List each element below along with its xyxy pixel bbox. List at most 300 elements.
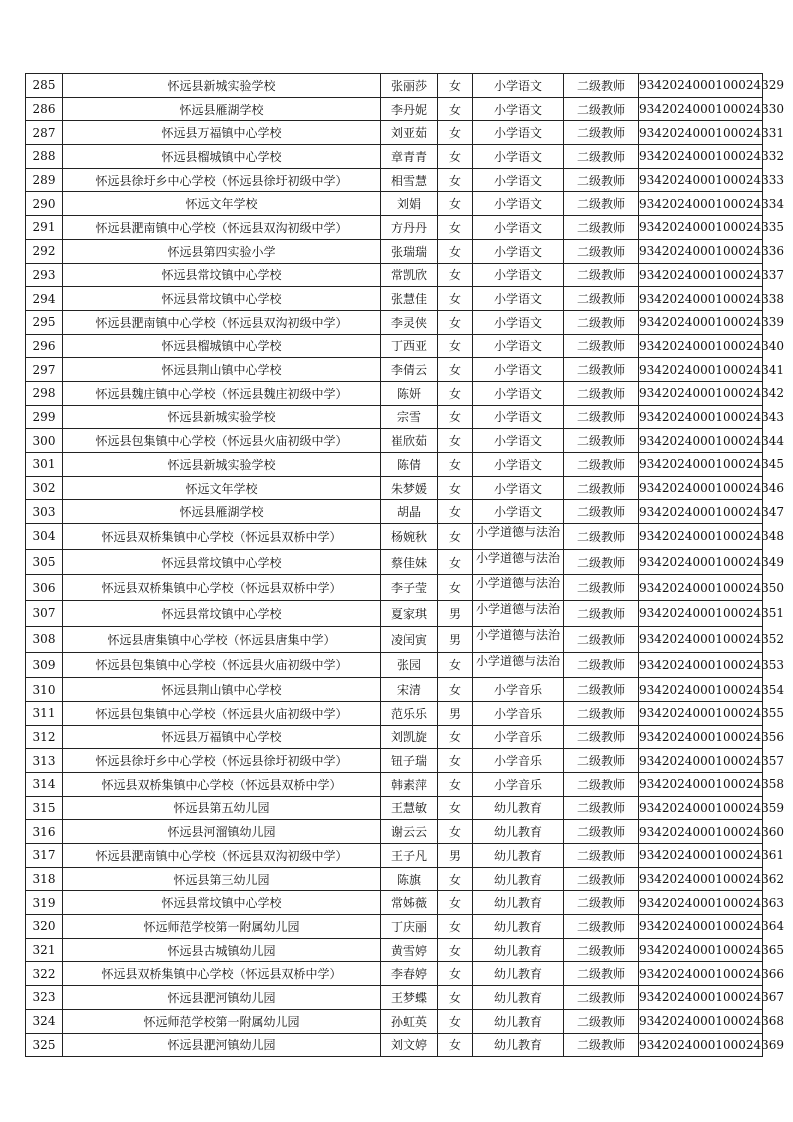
certificate-number-cell: 9342024000100024357 [639,749,763,773]
subject-cell: 小学语文 [473,381,564,405]
subject-cell: 幼儿教育 [473,962,564,986]
teacher-name-cell: 夏家琪 [381,601,438,627]
row-number-cell: 307 [26,601,63,627]
teacher-name-cell: 崔欣茹 [381,429,438,453]
school-cell: 怀远县新城实验学校 [63,74,381,98]
teacher-name-cell: 孙虹英 [381,1009,438,1033]
school-cell: 怀远师范学校第一附属幼儿园 [63,1009,381,1033]
school-cell: 怀远县双桥集镇中心学校（怀远县双桥中学） [63,772,381,796]
teacher-name-cell: 范乐乐 [381,701,438,725]
school-cell: 怀远县荆山镇中心学校 [63,678,381,702]
title-grade-cell: 二级教师 [564,652,639,678]
school-cell: 怀远县第三幼儿园 [63,867,381,891]
subject-cell: 小学音乐 [473,701,564,725]
school-cell: 怀远县河溜镇幼儿园 [63,820,381,844]
gender-cell: 女 [438,453,473,477]
gender-cell: 女 [438,74,473,98]
teacher-name-cell: 王子凡 [381,844,438,868]
table-row [26,891,763,915]
table-row [26,938,763,962]
title-grade-cell: 二级教师 [564,524,639,550]
gender-cell: 女 [438,429,473,453]
school-cell: 怀远县第五幼儿园 [63,796,381,820]
certificate-number-cell: 9342024000100024366 [639,962,763,986]
row-number-cell: 313 [26,749,63,773]
gender-cell: 女 [438,772,473,796]
table-row [26,97,763,121]
title-grade-cell: 二级教师 [564,74,639,98]
row-number-cell: 314 [26,772,63,796]
row-number-cell: 297 [26,358,63,382]
teacher-name-cell: 宗雪 [381,405,438,429]
row-number-cell: 310 [26,678,63,702]
subject-cell: 小学语文 [473,405,564,429]
table-row [26,145,763,169]
school-cell: 怀远县双桥集镇中心学校（怀远县双桥中学） [63,962,381,986]
school-cell: 怀远县常坟镇中心学校 [63,287,381,311]
gender-cell: 女 [438,915,473,939]
row-number-cell: 292 [26,239,63,263]
row-number-cell: 287 [26,121,63,145]
school-cell: 怀远县雁湖学校 [63,500,381,524]
title-grade-cell: 二级教师 [564,334,639,358]
row-number-cell: 306 [26,575,63,601]
subject-cell: 幼儿教育 [473,867,564,891]
title-grade-cell: 二级教师 [564,239,639,263]
school-cell: 怀远县古城镇幼儿园 [63,938,381,962]
row-number-cell: 296 [26,334,63,358]
table-row [26,652,763,678]
certificate-number-cell: 9342024000100024335 [639,216,763,240]
teacher-name-cell: 张园 [381,652,438,678]
certificate-number-cell: 9342024000100024361 [639,844,763,868]
teacher-name-cell: 章青青 [381,145,438,169]
row-number-cell: 309 [26,652,63,678]
title-grade-cell: 二级教师 [564,310,639,334]
school-cell: 怀远县榴城镇中心学校 [63,334,381,358]
teacher-name-cell: 李春婷 [381,962,438,986]
subject-cell: 小学道德与法治 [473,601,564,627]
subject-cell: 小学道德与法治 [473,549,564,575]
certificate-number-cell: 9342024000100024358 [639,772,763,796]
gender-cell: 男 [438,626,473,652]
gender-cell: 女 [438,287,473,311]
certificate-number-cell: 9342024000100024350 [639,575,763,601]
teacher-name-cell: 方丹丹 [381,216,438,240]
gender-cell: 男 [438,701,473,725]
certificate-number-cell: 9342024000100024359 [639,796,763,820]
subject-cell: 小学语文 [473,429,564,453]
certificate-number-cell: 9342024000100024365 [639,938,763,962]
table-row [26,192,763,216]
title-grade-cell: 二级教师 [564,476,639,500]
school-cell: 怀远县双桥集镇中心学校（怀远县双桥中学） [63,575,381,601]
school-cell: 怀远县新城实验学校 [63,405,381,429]
certificate-number-cell: 9342024000100024340 [639,334,763,358]
school-cell: 怀远县新城实验学校 [63,453,381,477]
gender-cell: 女 [438,381,473,405]
certificate-number-cell: 9342024000100024332 [639,145,763,169]
gender-cell: 女 [438,749,473,773]
school-cell: 怀远县淝河镇幼儿园 [63,1033,381,1057]
title-grade-cell: 二级教师 [564,145,639,169]
teacher-name-cell: 陈旗 [381,867,438,891]
gender-cell: 女 [438,216,473,240]
table-row [26,168,763,192]
gender-cell: 女 [438,549,473,575]
school-cell: 怀远县荆山镇中心学校 [63,358,381,382]
school-cell: 怀远县包集镇中心学校（怀远县火庙初级中学） [63,429,381,453]
table-row [26,820,763,844]
table-row [26,749,763,773]
school-cell: 怀远文年学校 [63,192,381,216]
title-grade-cell: 二级教师 [564,429,639,453]
title-grade-cell: 二级教师 [564,168,639,192]
subject-cell: 小学语文 [473,74,564,98]
certificate-number-cell: 9342024000100024345 [639,453,763,477]
certificate-number-cell: 9342024000100024341 [639,358,763,382]
row-number-cell: 321 [26,938,63,962]
table-row [26,626,763,652]
subject-cell: 小学道德与法治 [473,575,564,601]
teacher-name-cell: 杨婉秋 [381,524,438,550]
subject-cell: 小学语文 [473,310,564,334]
certificate-number-cell: 9342024000100024363 [639,891,763,915]
row-number-cell: 312 [26,725,63,749]
gender-cell: 女 [438,1033,473,1057]
gender-cell: 女 [438,500,473,524]
teacher-name-cell: 刘文婷 [381,1033,438,1057]
school-cell: 怀远县万福镇中心学校 [63,725,381,749]
certificate-number-cell: 9342024000100024362 [639,867,763,891]
subject-cell: 小学音乐 [473,725,564,749]
teacher-name-cell: 张瑞瑞 [381,239,438,263]
teacher-name-cell: 张丽莎 [381,74,438,98]
row-number-cell: 290 [26,192,63,216]
gender-cell: 女 [438,891,473,915]
teacher-name-cell: 胡晶 [381,500,438,524]
teacher-name-cell: 凌闰寅 [381,626,438,652]
row-number-cell: 293 [26,263,63,287]
certificate-number-cell: 9342024000100024336 [639,239,763,263]
school-cell: 怀远县常坟镇中心学校 [63,549,381,575]
subject-cell: 幼儿教育 [473,891,564,915]
certificate-number-cell: 9342024000100024331 [639,121,763,145]
title-grade-cell: 二级教师 [564,962,639,986]
gender-cell: 女 [438,145,473,169]
table-row [26,725,763,749]
gender-cell: 女 [438,358,473,382]
school-cell: 怀远县魏庄镇中心学校（怀远县魏庄初级中学） [63,381,381,405]
school-cell: 怀远县唐集镇中心学校（怀远县唐集中学） [63,626,381,652]
title-grade-cell: 二级教师 [564,601,639,627]
gender-cell: 女 [438,97,473,121]
row-number-cell: 286 [26,97,63,121]
gender-cell: 女 [438,192,473,216]
title-grade-cell: 二级教师 [564,549,639,575]
title-grade-cell: 二级教师 [564,749,639,773]
certificate-number-cell: 9342024000100024352 [639,626,763,652]
table-row [26,405,763,429]
teacher-list-table [25,73,785,1057]
subject-cell: 小学道德与法治 [473,626,564,652]
certificate-number-cell: 9342024000100024364 [639,915,763,939]
title-grade-cell: 二级教师 [564,500,639,524]
table-row [26,476,763,500]
table-row [26,239,763,263]
certificate-number-cell: 9342024000100024330 [639,97,763,121]
title-grade-cell: 二级教师 [564,97,639,121]
subject-cell: 小学语文 [473,216,564,240]
row-number-cell: 285 [26,74,63,98]
title-grade-cell: 二级教师 [564,915,639,939]
teacher-name-cell: 李丹妮 [381,97,438,121]
title-grade-cell: 二级教师 [564,820,639,844]
row-number-cell: 318 [26,867,63,891]
title-grade-cell: 二级教师 [564,405,639,429]
teacher-name-cell: 丁庆丽 [381,915,438,939]
gender-cell: 女 [438,652,473,678]
teacher-name-cell: 黄雪婷 [381,938,438,962]
table-row [26,575,763,601]
certificate-number-cell: 9342024000100024339 [639,310,763,334]
row-number-cell: 299 [26,405,63,429]
certificate-number-cell: 9342024000100024360 [639,820,763,844]
school-cell: 怀远县雁湖学校 [63,97,381,121]
gender-cell: 男 [438,601,473,627]
row-number-cell: 291 [26,216,63,240]
row-number-cell: 315 [26,796,63,820]
title-grade-cell: 二级教师 [564,575,639,601]
subject-cell: 幼儿教育 [473,1033,564,1057]
row-number-cell: 302 [26,476,63,500]
table-row [26,381,763,405]
row-number-cell: 300 [26,429,63,453]
subject-cell: 小学道德与法治 [473,524,564,550]
row-number-cell: 304 [26,524,63,550]
certificate-number-cell: 9342024000100024337 [639,263,763,287]
teacher-name-cell: 韩素萍 [381,772,438,796]
certificate-number-cell: 9342024000100024354 [639,678,763,702]
table-row [26,121,763,145]
title-grade-cell: 二级教师 [564,216,639,240]
certificate-number-cell: 9342024000100024346 [639,476,763,500]
table-row [26,701,763,725]
school-cell: 怀远县榴城镇中心学校 [63,145,381,169]
subject-cell: 小学语文 [473,145,564,169]
title-grade-cell: 二级教师 [564,358,639,382]
certificate-number-cell: 9342024000100024334 [639,192,763,216]
certificate-number-cell: 9342024000100024333 [639,168,763,192]
title-grade-cell: 二级教师 [564,626,639,652]
certificate-number-cell: 9342024000100024348 [639,524,763,550]
subject-cell: 小学音乐 [473,772,564,796]
table-row [26,358,763,382]
table-row [26,915,763,939]
gender-cell: 女 [438,405,473,429]
subject-cell: 小学语文 [473,453,564,477]
row-number-cell: 289 [26,168,63,192]
school-cell: 怀远县徐圩乡中心学校（怀远县徐圩初级中学） [63,168,381,192]
teacher-name-cell: 陈倩 [381,453,438,477]
teacher-name-cell: 常姊薇 [381,891,438,915]
gender-cell: 女 [438,867,473,891]
school-cell: 怀远县第四实验小学 [63,239,381,263]
title-grade-cell: 二级教师 [564,867,639,891]
gender-cell: 女 [438,962,473,986]
title-grade-cell: 二级教师 [564,938,639,962]
table-row [26,74,763,98]
school-cell: 怀远县常坟镇中心学校 [63,891,381,915]
certificate-number-cell: 9342024000100024329 [639,74,763,98]
table-row [26,867,763,891]
row-number-cell: 317 [26,844,63,868]
teacher-name-cell: 钮子瑞 [381,749,438,773]
teacher-name-cell: 常凯欣 [381,263,438,287]
subject-cell: 幼儿教育 [473,1009,564,1033]
table-row [26,524,763,550]
subject-cell: 小学语文 [473,334,564,358]
school-cell: 怀远县淝河镇幼儿园 [63,986,381,1010]
row-number-cell: 325 [26,1033,63,1057]
subject-cell: 小学语文 [473,500,564,524]
certificate-number-cell: 9342024000100024343 [639,405,763,429]
teacher-name-cell: 张慧佳 [381,287,438,311]
table-row [26,287,763,311]
school-cell: 怀远县万福镇中心学校 [63,121,381,145]
teacher-name-cell: 刘凯旋 [381,725,438,749]
subject-cell: 小学语文 [473,239,564,263]
certificate-number-cell: 9342024000100024369 [639,1033,763,1057]
row-number-cell: 319 [26,891,63,915]
table-body [26,74,785,1057]
title-grade-cell: 二级教师 [564,844,639,868]
row-number-cell: 288 [26,145,63,169]
school-cell: 怀远县常坟镇中心学校 [63,263,381,287]
row-number-cell: 316 [26,820,63,844]
table-row [26,453,763,477]
table-row [26,263,763,287]
row-number-cell: 305 [26,549,63,575]
title-grade-cell: 二级教师 [564,263,639,287]
certificate-number-cell: 9342024000100024356 [639,725,763,749]
certificate-number-cell: 9342024000100024351 [639,601,763,627]
row-number-cell: 308 [26,626,63,652]
row-number-cell: 320 [26,915,63,939]
teacher-name-cell: 朱梦媛 [381,476,438,500]
gender-cell: 女 [438,820,473,844]
title-grade-cell: 二级教师 [564,121,639,145]
gender-cell: 女 [438,263,473,287]
subject-cell: 小学语文 [473,97,564,121]
gender-cell: 女 [438,796,473,820]
gender-cell: 女 [438,524,473,550]
school-cell: 怀远县常坟镇中心学校 [63,601,381,627]
gender-cell: 男 [438,844,473,868]
subject-cell: 幼儿教育 [473,986,564,1010]
table-row [26,796,763,820]
school-cell: 怀远县双桥集镇中心学校（怀远县双桥中学） [63,524,381,550]
gender-cell: 女 [438,938,473,962]
certificate-number-cell: 9342024000100024342 [639,381,763,405]
teacher-name-cell: 李灵侠 [381,310,438,334]
title-grade-cell: 二级教师 [564,1033,639,1057]
gender-cell: 女 [438,476,473,500]
table-row [26,772,763,796]
subject-cell: 幼儿教育 [473,796,564,820]
table-row [26,429,763,453]
school-cell: 怀远县淝南镇中心学校（怀远县双沟初级中学） [63,216,381,240]
gender-cell: 女 [438,986,473,1010]
certificate-number-cell: 9342024000100024368 [639,1009,763,1033]
title-grade-cell: 二级教师 [564,986,639,1010]
subject-cell: 幼儿教育 [473,938,564,962]
subject-cell: 小学音乐 [473,749,564,773]
school-cell: 怀远县包集镇中心学校（怀远县火庙初级中学） [63,652,381,678]
teacher-name-cell: 李倩云 [381,358,438,382]
teacher-name-cell: 刘娟 [381,192,438,216]
title-grade-cell: 二级教师 [564,1009,639,1033]
certificate-number-cell: 9342024000100024338 [639,287,763,311]
teacher-name-cell: 宋清 [381,678,438,702]
subject-cell: 小学语文 [473,168,564,192]
teacher-name-cell: 蔡佳妹 [381,549,438,575]
teacher-name-cell: 刘亚茹 [381,121,438,145]
row-number-cell: 303 [26,500,63,524]
row-number-cell: 298 [26,381,63,405]
gender-cell: 女 [438,121,473,145]
school-cell: 怀远县淝南镇中心学校（怀远县双沟初级中学） [63,310,381,334]
row-number-cell: 295 [26,310,63,334]
teacher-name-cell: 王梦蝶 [381,986,438,1010]
certificate-number-cell: 9342024000100024349 [639,549,763,575]
subject-cell: 小学语文 [473,121,564,145]
subject-cell: 小学语文 [473,358,564,382]
certificate-number-cell: 9342024000100024355 [639,701,763,725]
gender-cell: 女 [438,725,473,749]
subject-cell: 小学道德与法治 [473,652,564,678]
gender-cell: 女 [438,239,473,263]
gender-cell: 女 [438,168,473,192]
subject-cell: 幼儿教育 [473,915,564,939]
teacher-name-cell: 相雪慧 [381,168,438,192]
row-number-cell: 323 [26,986,63,1010]
school-cell: 怀远师范学校第一附属幼儿园 [63,915,381,939]
row-number-cell: 294 [26,287,63,311]
subject-cell: 小学音乐 [473,678,564,702]
teacher-name-cell: 陈妍 [381,381,438,405]
school-cell: 怀远县包集镇中心学校（怀远县火庙初级中学） [63,701,381,725]
school-cell: 怀远县徐圩乡中心学校（怀远县徐圩初级中学） [63,749,381,773]
teacher-name-cell: 李子莹 [381,575,438,601]
table-row [26,549,763,575]
row-number-cell: 322 [26,962,63,986]
table-row [26,678,763,702]
table-row [26,986,763,1010]
title-grade-cell: 二级教师 [564,796,639,820]
title-grade-cell: 二级教师 [564,725,639,749]
gender-cell: 女 [438,575,473,601]
row-number-cell: 324 [26,1009,63,1033]
teacher-name-cell: 丁西亚 [381,334,438,358]
school-cell: 怀远县淝南镇中心学校（怀远县双沟初级中学） [63,844,381,868]
title-grade-cell: 二级教师 [564,701,639,725]
title-grade-cell: 二级教师 [564,287,639,311]
title-grade-cell: 二级教师 [564,678,639,702]
certificate-number-cell: 9342024000100024344 [639,429,763,453]
teacher-name-cell: 谢云云 [381,820,438,844]
gender-cell: 女 [438,334,473,358]
